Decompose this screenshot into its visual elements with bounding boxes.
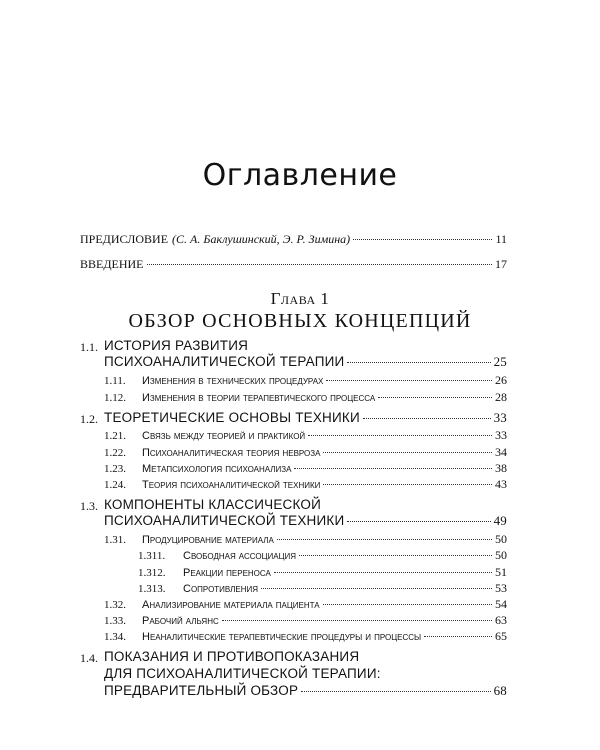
entry-label: Неаналитические терапевтические процедуры и процессы: [142, 631, 422, 643]
entry-page: 33: [493, 410, 507, 425]
entry-number: 1.21.: [104, 430, 126, 442]
entry-number: 1.24.: [104, 479, 126, 491]
dot-leader: [147, 264, 492, 265]
entry-label: Связь между теорией и практикой: [142, 430, 306, 442]
toc-entry-1-34[interactable]: [104, 629, 507, 644]
section-number: 1.2.: [80, 412, 98, 426]
entry-page: 50: [495, 532, 507, 546]
toc-entry-1-312[interactable]: [138, 565, 507, 580]
dot-leader: [277, 539, 492, 540]
entry-label: Психоаналитическая теория невроза: [142, 447, 321, 459]
toc-entry-introduction[interactable]: [80, 257, 507, 272]
entry-page: 54: [495, 597, 507, 611]
entry-label: Теория психоаналитической техники: [142, 479, 321, 491]
page-title: Оглавление: [202, 158, 398, 193]
entry-page: 33: [495, 428, 507, 442]
dot-leader: [323, 604, 492, 605]
toc-entry-1-11[interactable]: [104, 373, 507, 388]
dot-leader: [274, 572, 492, 573]
entry-page: 51: [495, 565, 507, 579]
entry-page: 50: [495, 548, 507, 562]
dot-leader: [299, 555, 492, 556]
entry-page: 26: [495, 373, 507, 387]
toc-entry-1-311[interactable]: [138, 548, 507, 563]
toc-entry-section-1-4[interactable]: [104, 683, 507, 699]
entry-number: 1.12.: [104, 392, 126, 404]
dot-leader: [301, 691, 490, 692]
toc-entry-1-33[interactable]: [104, 613, 507, 628]
entry-label: Анализирование материала пациента: [142, 599, 320, 611]
section-number: 1.4.: [80, 651, 98, 665]
entry-label: Продуцирование материала: [142, 534, 274, 546]
toc-entry-preface[interactable]: [80, 232, 507, 247]
entry-number: 1.11.: [104, 375, 126, 387]
entry-page: 25: [493, 354, 507, 369]
toc-entry-1-31[interactable]: [104, 532, 507, 547]
entry-number: 1.311.: [138, 550, 166, 562]
section-title-line: ПСИХОАНАЛИТИЧЕСКОЙ ТЕРАПИИ: [104, 354, 345, 369]
entry-label: Сопротивления: [183, 583, 259, 595]
dot-leader: [353, 239, 492, 240]
dot-leader: [347, 362, 490, 363]
section-title-line: КОМПОНЕНТЫ КЛАССИЧЕСКОЙ: [104, 497, 322, 512]
dot-leader: [323, 452, 492, 453]
toc-entry-1-21[interactable]: [104, 428, 507, 443]
dot-leader: [294, 468, 492, 469]
entry-page: 11: [495, 232, 507, 246]
toc-entry-1-22[interactable]: [104, 445, 507, 460]
entry-page: 65: [495, 629, 507, 643]
chapter-label: Глава 1: [270, 289, 330, 308]
chapter-title: ОБЗОР ОСНОВНЫХ КОНЦЕПЦИЙ: [128, 310, 472, 332]
entry-number: 1.33.: [104, 615, 126, 627]
entry-page: 68: [493, 683, 507, 698]
toc-entry-1-12[interactable]: [104, 390, 507, 405]
entry-label: Метапсихология психоанализа: [142, 463, 292, 475]
section-title-line: ПСИХОАНАЛИТИЧЕСКОЙ ТЕХНИКИ: [104, 513, 345, 528]
entry-number: 1.23.: [104, 463, 126, 475]
dot-leader: [308, 435, 492, 436]
entry-page: 63: [495, 613, 507, 627]
entry-number: 1.34.: [104, 631, 126, 643]
entry-page: 53: [495, 581, 507, 595]
dot-leader: [378, 397, 492, 398]
section-title-line: ПОКАЗАНИЯ И ПРОТИВОПОКАЗАНИЯ: [104, 649, 360, 664]
entry-page: 49: [493, 513, 507, 528]
entry-authors: (С. А. Баклушинский, Э. Р. Зимина): [172, 232, 351, 246]
toc-entry-section-1-3[interactable]: [104, 513, 507, 529]
dot-leader: [261, 588, 492, 589]
dot-leader: [323, 484, 492, 485]
toc-entry-1-23[interactable]: [104, 461, 507, 476]
entry-label: Изменения в технических процедурах: [142, 375, 324, 387]
entry-page: 28: [495, 390, 507, 404]
toc-entry-1-313[interactable]: [138, 581, 507, 596]
entry-number: 1.313.: [138, 583, 166, 595]
dot-leader: [326, 380, 492, 381]
entry-number: 1.31.: [104, 534, 126, 546]
entry-page: 43: [495, 477, 507, 491]
toc-entry-section-1-1[interactable]: [104, 354, 507, 370]
entry-label: Рабочий альянс: [142, 615, 219, 627]
toc-entry-section-1-2[interactable]: [104, 410, 507, 426]
entry-number: 1.22.: [104, 447, 126, 459]
toc-entry-1-24[interactable]: [104, 477, 507, 492]
entry-page: 34: [495, 445, 507, 459]
entry-number: 1.32.: [104, 599, 126, 611]
entry-label: Изменения в теории терапевтического процесса: [142, 392, 376, 404]
section-title-line: ИСТОРИЯ РАЗВИТИЯ: [104, 338, 249, 353]
entry-label: ПРЕДИСЛОВИЕ: [80, 232, 169, 246]
section-title-line: ПРЕДВАРИТЕЛЬНЫЙ ОБЗОР: [104, 683, 299, 698]
toc-entry-1-32[interactable]: [104, 597, 507, 612]
entry-page: 38: [495, 461, 507, 475]
entry-label: Свободная ассоциация: [183, 550, 297, 562]
entry-label: Реакции переноса: [183, 567, 271, 579]
section-title-line: ТЕОРЕТИЧЕСКИЕ ОСНОВЫ ТЕХНИКИ: [104, 410, 360, 425]
entry-number: 1.312.: [138, 567, 166, 579]
section-title-line: ДЛЯ ПСИХОАНАЛИТИЧЕСКОЙ ТЕРАПИИ:: [104, 666, 381, 681]
entry-label: ВВЕДЕНИЕ: [80, 257, 144, 271]
entry-page: 17: [495, 257, 507, 271]
section-number: 1.1.: [80, 340, 98, 354]
section-number: 1.3.: [80, 499, 98, 513]
dot-leader: [363, 418, 491, 419]
dot-leader: [222, 620, 492, 621]
dot-leader: [424, 636, 492, 637]
dot-leader: [347, 521, 490, 522]
